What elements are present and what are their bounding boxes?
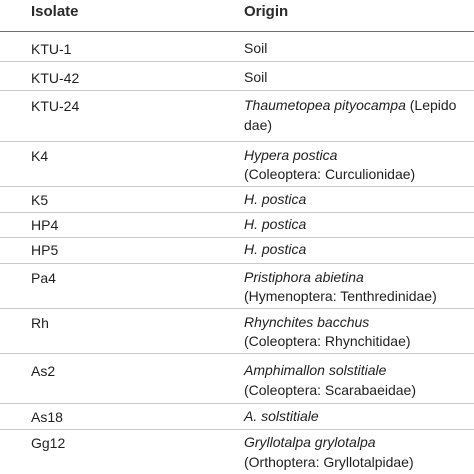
header-isolate: Isolate [31, 3, 79, 20]
origin-cell-line2 [244, 164, 415, 184]
origin-cell: Pristiphora abietina [244, 269, 364, 285]
header-origin: Origin [244, 3, 289, 20]
origin-cell [244, 95, 456, 115]
isolate-cell: KTU-24 [31, 98, 80, 114]
table-row [0, 354, 474, 404]
table-row [0, 91, 474, 142]
isolate-cell: Pa4 [31, 270, 56, 286]
table-row [0, 62, 474, 91]
origin-cell: Amphimallon solstitiale [244, 362, 387, 378]
isolate-cell: As18 [31, 409, 63, 425]
table-row [0, 187, 474, 213]
origin-cell: Soil [244, 40, 268, 56]
origin-cell-line2: dae) [244, 117, 273, 133]
table-row [0, 404, 474, 430]
origin-cell: Hypera postica [244, 147, 338, 163]
isolate-cell: HP4 [31, 217, 59, 233]
isolate-cell: Gg12 [31, 435, 66, 451]
table-row [0, 238, 474, 264]
isolate-cell: KTU-42 [31, 70, 80, 86]
table-row [0, 430, 474, 474]
origin-cell: Rhynchites bacchus [244, 314, 370, 330]
origin-cell-line2: (Orthoptera: Gryllotalpidae) [244, 454, 414, 470]
isolate-cell: K4 [31, 148, 49, 164]
origin-cell: H. postica [244, 216, 307, 232]
origin-cell-line2: (Hymenoptera: Tenthredinidae) [244, 288, 437, 304]
isolate-cell: As2 [31, 363, 56, 379]
origin-cell-line2: (Coleoptera: Rhynchitidae) [244, 333, 411, 349]
table-row [0, 264, 474, 309]
isolate-cell: K5 [31, 192, 49, 208]
isolate-cell: KTU-1 [31, 41, 72, 57]
table-row [0, 142, 474, 187]
origin-cell: H. postica [244, 191, 307, 207]
origin-cell: Soil [244, 69, 268, 85]
isolate-cell: HP5 [31, 242, 59, 258]
origin-cell-line2: (Coleoptera: Scarabaeidae) [244, 382, 416, 398]
origin-cell: Gryllotalpa grylotalpa [244, 434, 376, 450]
table-row [0, 32, 474, 62]
taxon-prefix: (Coleoptera: [244, 166, 325, 182]
table-row [0, 309, 474, 354]
table-row [0, 213, 474, 238]
origin-cell: H. postica [244, 241, 307, 257]
taxon-family: Curculionidae) [324, 166, 416, 182]
isolate-cell: Rh [31, 315, 49, 331]
order-name: (Lepido [405, 97, 457, 113]
table-header [0, 0, 474, 32]
origin-cell: A. solstitiale [244, 408, 319, 424]
species-name: Thaumetopea pityocampa [244, 97, 406, 113]
